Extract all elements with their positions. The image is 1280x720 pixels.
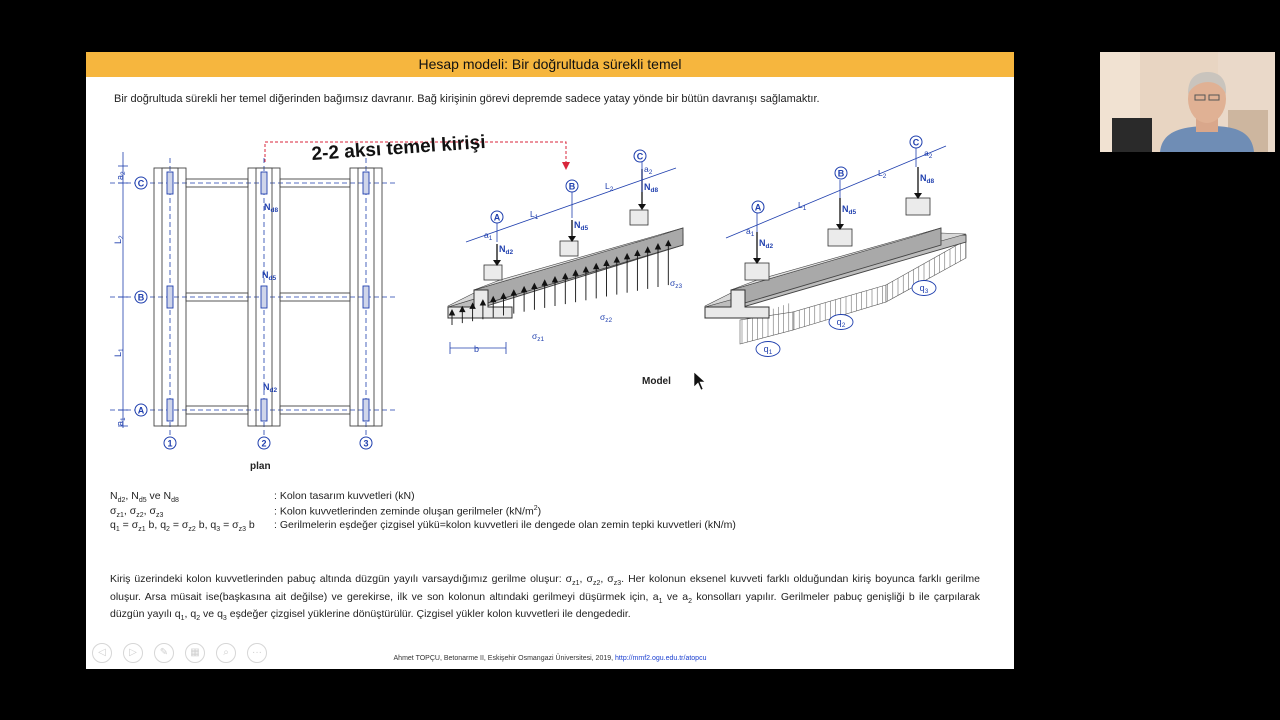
def-desc-forces: : Kolon tasarım kuvvetleri (kN) [274,490,415,502]
plan-row-b: B [137,292,145,303]
slide-title: Hesap modeli: Bir doğrultuda sürekli temel [86,52,1014,77]
diagram-canvas [86,52,1014,482]
model1-span-l1: $L_1$ [530,209,539,221]
pen-icon: ✎ [159,647,169,658]
model2-span-l1: $L_1$ [798,200,807,212]
stress-label-1: $\sigma_{z1}$ [532,331,545,343]
intro-text: Bir doğrultuda sürekli her temel diğerinden bağımsız davranır. Bağ kirişinin görevi depremde sadece yatay yönde bir bütün davranışı sağlamaktır. [114,93,820,105]
plan-dim-l2: $L_2$ [113,235,125,244]
more-options-button[interactable] [247,643,267,663]
model2-load-nd8: $N_{d8}$ [920,173,935,185]
explanation-paragraph: Kiriş üzerindeki kolon kuvvetlerinden pabuç altında düzgün yayılı varsaydığımız gerilme oluşur: $\sigma_{z1}$, $\sigma_{z2}$, $\sigma_{z3}$. Her kolonun eksenel kuvveti farklı olduğundan kiriş boyunca farklı gerilme oluşur. Arsa müsait ise(başkasına ait değilse) ve gerekirse, ilk ve son kolonun altındaki gerilmeyi düşürmek için, $a_1$ ve $a_2$ konsolları yapılır. Gerilmeler pabuç genişliği b ile çarpılarak düzgün yayılı $q_1$, $q_2$ ve $q_3$ eşdeğer çizgisel yüklerine dönüştürülür. Çizgisel yükler kolon kuvvetleri ile dengededir. [110,573,980,623]
plan-dim-l1: $L_1$ [113,348,125,357]
slide [86,52,1014,669]
model1-axis-b: B [568,181,576,192]
plan-col-3: 3 [363,438,369,449]
pen-tool-button[interactable] [154,643,174,663]
def-desc-stress: : Kolon kuvvetlerinden zeminde oluşan gerilmeler $(kN/m^2)$ [274,504,542,517]
prev-slide-button[interactable] [92,643,112,663]
plan-row-c: C [137,178,145,189]
model2-axis-a: A [754,202,762,213]
zoom-button[interactable] [216,643,236,663]
line-load-q3: $q_3$ [919,283,929,295]
footer-text: Ahmet TOPÇU, Betonarme II, Eskişehir Osmangazi Üniversitesi, 2019, [393,655,614,662]
model2-span-a2: $a_2$ [924,148,933,160]
plan-dim-a1: $a_1$ [115,417,127,426]
plan-col-2: 2 [261,438,267,449]
plan-col-1: 1 [167,438,173,449]
model2-axis-c: C [912,137,920,148]
model-lineload-drawing [705,136,966,357]
model2-load-nd2: $N_{d2}$ [759,238,774,250]
model2-axis-b: B [837,168,845,179]
def-symbol-forces: $N_{d2}$, $N_{d5}$ ve $N_{d8}$ [110,490,179,505]
magnifier-icon: ⌕ [223,647,229,658]
plan-load-nd2: $N_{d2}$ [263,382,278,394]
model2-load-nd5: $N_{d5}$ [842,204,857,216]
model1-load-nd8: $N_{d8}$ [644,182,659,194]
arrow-left-icon: ◁ [98,647,106,658]
width-label-b: b [474,344,480,354]
model1-load-nd2: $N_{d2}$ [499,244,514,256]
footer-link[interactable]: http://mmf2.ogu.edu.tr/atopcu [615,655,707,662]
def-symbol-stress: $\sigma_{z1}$, $\sigma_{z2}$, $\sigma_{z3}$ [110,504,164,519]
line-load-q1: $q_1$ [763,344,773,356]
plan-load-nd5: $N_{d5}$ [262,270,277,282]
next-slide-button[interactable] [123,643,143,663]
model-caption: Model [642,376,671,387]
ellipsis-icon: ··· [252,647,262,658]
webcam-person-image [1100,52,1275,152]
model2-span-a1: $a_1$ [746,226,755,238]
plan-dim-a2: $a_2$ [115,171,127,180]
model1-load-nd5: $N_{d5}$ [574,220,589,232]
stress-label-3: $\sigma_{z3}$ [670,278,683,290]
line-load-q2: $q_2$ [836,317,846,329]
handwritten-note: 2-2 aksı temel kirişi [310,131,487,165]
slide-layout-button[interactable] [185,643,205,663]
model1-axis-c: C [636,151,644,162]
model1-span-a1: $a_1$ [484,230,493,242]
model-stress-drawing [448,150,683,354]
def-desc-lineload: : Gerilmelerin eşdeğer çizgisel yükü=kolon kuvvetleri ile dengede olan zemin tepki kuvvetleri (kN/m) [274,519,736,531]
model1-span-a2: $a_2$ [644,164,653,176]
plan-drawing [110,152,398,472]
webcam-overlay [1100,52,1275,152]
model1-axis-a: A [493,212,501,223]
mouse-cursor-icon [694,372,705,390]
model2-span-l2: $L_2$ [878,168,887,180]
arrow-right-icon: ▷ [129,647,137,658]
stress-label-2: $\sigma_{z2}$ [600,312,613,324]
def-symbol-lineload: $q_1 = \sigma_{z1}$ b, $q_2 = \sigma_{z2}$ b, $q_3 = \sigma_{z3}$ b [110,519,255,534]
model1-span-l2: $L_2$ [605,181,614,193]
plan-load-nd8: $N_{d8}$ [264,202,279,214]
layout-icon: ▦ [190,647,200,658]
plan-caption: plan [250,461,271,472]
plan-row-a: A [137,405,145,416]
